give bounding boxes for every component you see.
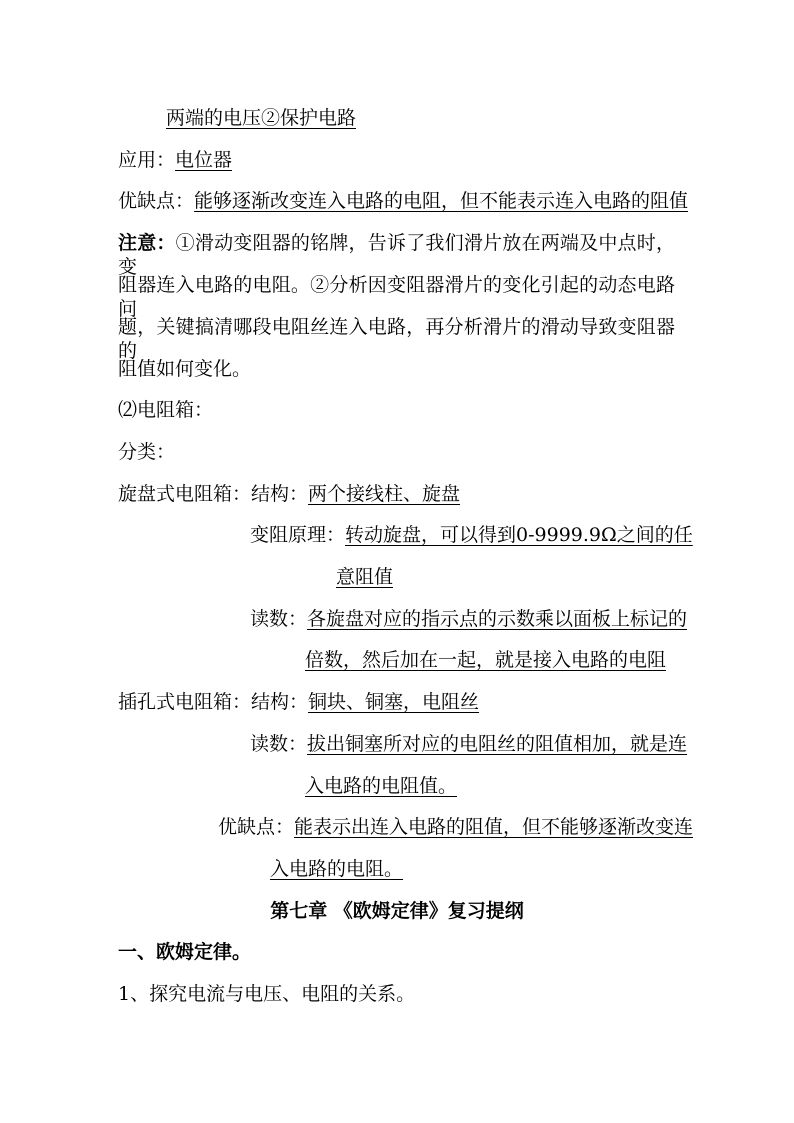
- application-line: 应用：电位器: [118, 149, 233, 171]
- classification-label: 分类：: [118, 441, 176, 463]
- rotary-structure-line: 旋盘式电阻箱：结构：两个接线柱、旋盘: [118, 483, 461, 505]
- rotary-reading-line-1: 读数：各旋盘对应的指示点的示数乘以面板上标记的: [250, 608, 688, 630]
- pros-cons-line: 优缺点：能够逐渐改变连入电路的电阻，但不能表示连入电路的阻值: [118, 190, 689, 212]
- plug-structure-line: 插孔式电阻箱：结构：铜块、铜塞，电阻丝: [118, 691, 480, 713]
- note-line-1: 注意：①滑动变阻器的铭牌，告诉了我们滑片放在两端及中点时，变: [118, 232, 675, 278]
- note-line-3: 题，关键搞清哪段电阻丝连入电路，再分析滑片的滑动导致变阻器的: [118, 316, 675, 362]
- plug-pros-cons-line-1: 优缺点：能表示出连入电路的阻值，但不能够逐渐改变连: [218, 816, 694, 838]
- principle-line-1: 变阻原理：转动旋盘，可以得到0-9999.9Ω之间的任: [250, 524, 693, 546]
- note-line-4: 阻值如何变化。: [118, 358, 252, 380]
- section-title: 一、欧姆定律。: [118, 941, 252, 963]
- text-line: 两端的电压②保护电路: [166, 107, 357, 129]
- rotary-reading-line-2: 倍数，然后加在一起，就是接入电路的电阻: [305, 649, 667, 671]
- principle-line-2: 意阻值: [336, 566, 394, 588]
- plug-reading-line-2: 入电路的电阻值。: [305, 775, 458, 797]
- item-line: 1、探究电流与电压、电阻的关系。: [118, 983, 416, 1005]
- section-heading: ⑵电阻箱：: [118, 399, 214, 421]
- plug-reading-line-1: 读数：拔出铜塞所对应的电阻丝的阻值相加，就是连: [250, 733, 688, 755]
- plug-pros-cons-line-2: 入电路的电阻。: [270, 858, 404, 880]
- note-line-2: 阻器连入电路的电阻。②分析因变阻器滑片的变化引起的动态电路问: [118, 274, 675, 320]
- chapter-title: 第七章 《欧姆定律》复习提纲: [270, 900, 524, 922]
